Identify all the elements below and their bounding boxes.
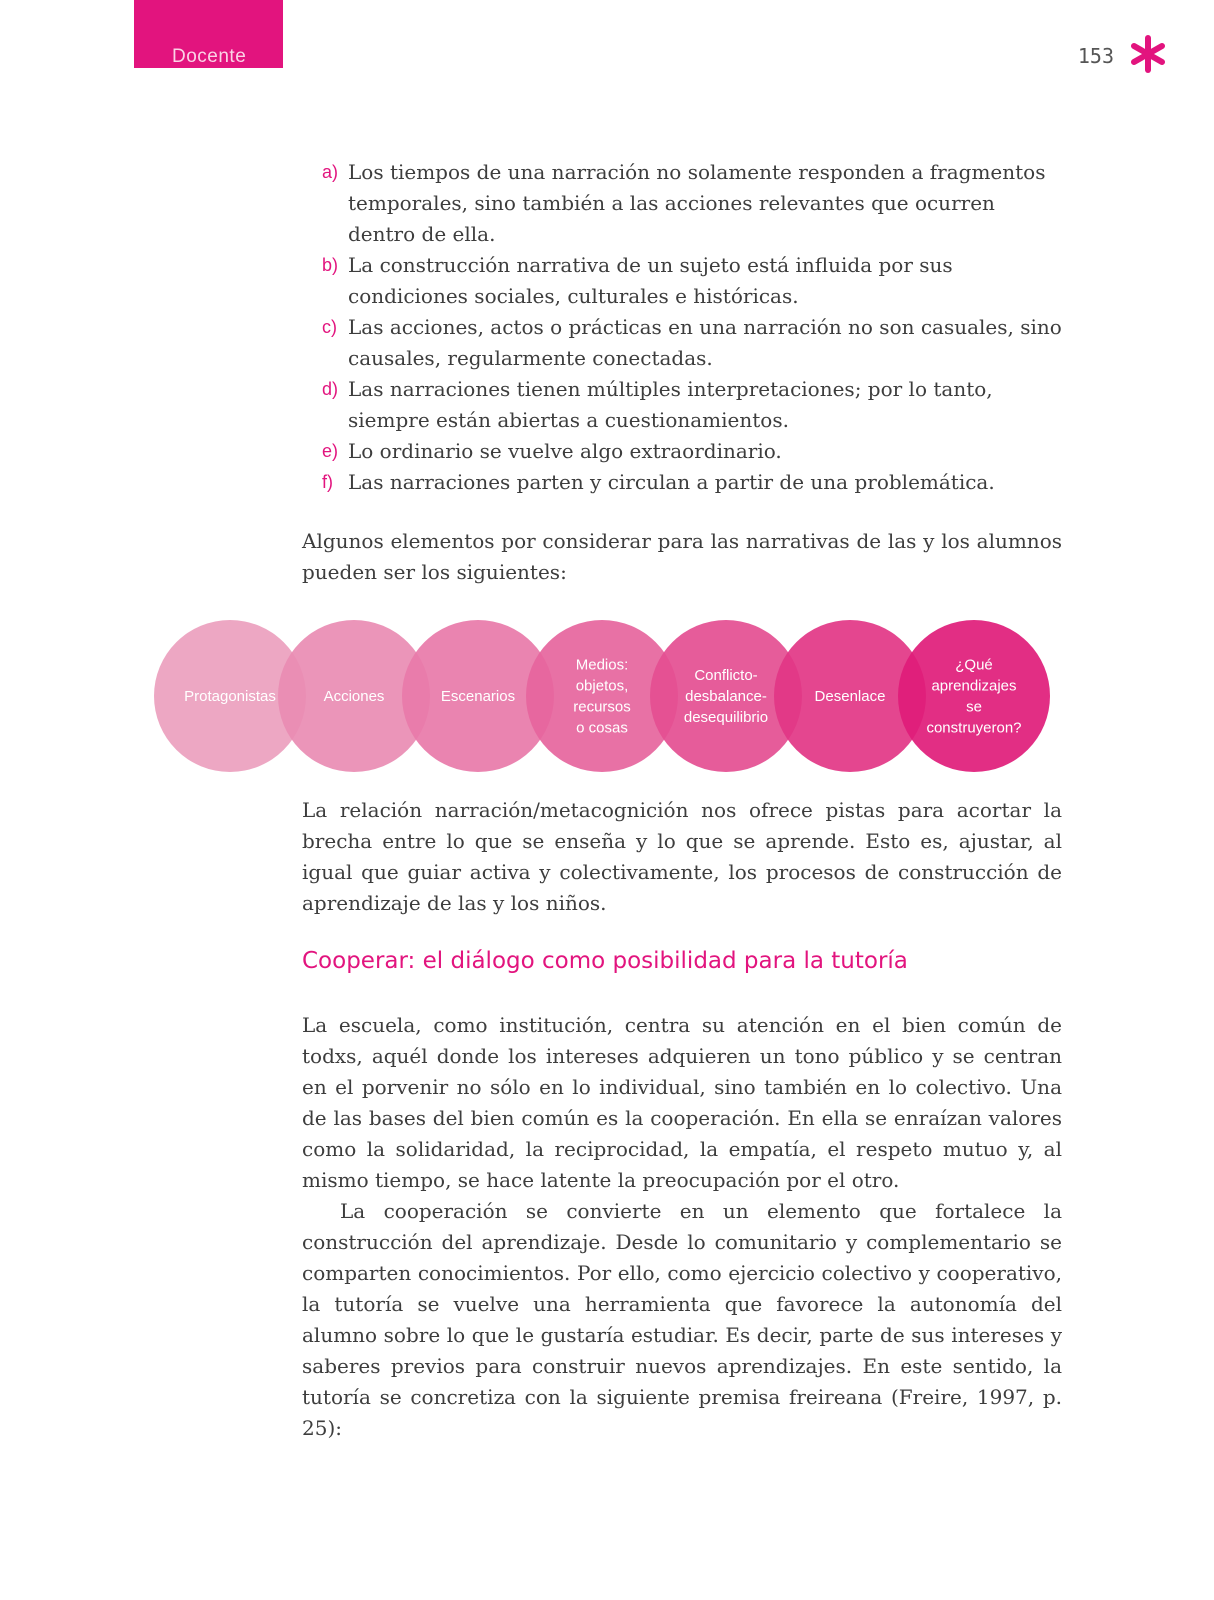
list-marker: f) [322,472,333,492]
section-heading: Cooperar: el diálogo como posibilidad para la tutoría [302,948,908,974]
section-tab-label: Docente [172,46,247,67]
list-text: La construcción narrativa de un sujeto está influida por sus condiciones sociales, culturales e históricas. [348,253,953,308]
diagram-circle-label: Acciones [323,688,385,705]
diagram-circle [898,620,1050,772]
list-item [322,312,1062,374]
list-marker: a) [322,162,339,182]
intro-paragraph: Algunos elementos por considerar para las narrativas de las y los alumnos pueden ser los siguientes: [302,529,1062,584]
diagram-circle-label: Escenarios [440,688,516,705]
list-item [322,374,1062,436]
diagram-circle-label: construyeron? [926,719,1022,737]
diagram-circle-label: ¿Qué [955,656,993,674]
section-tab [134,0,283,68]
diagram-circle-label: recursos [573,698,631,716]
diagram-circle-label: Desenlace [814,688,886,705]
diagram-circle-label: aprendizajes [931,677,1017,695]
diagram-circle-label: o cosas [576,719,628,737]
diagram-circle-label: desbalance- [685,688,767,705]
list-marker: d) [322,379,339,399]
list-item [322,436,1062,467]
diagram-circle-label: objetos, [575,677,629,695]
list-text: Las acciones, actos o prácticas en una narración no son casuales, sino causales, regularmente conectadas. [348,315,1062,370]
relation-paragraph: La relación narración/metacognición nos ofrece pistas para acortar la brecha entre lo que se enseña y lo que se aprende. Esto es, ajustar, al igual que guiar activa y colectivamente, los procesos de construcción de aprendizaje de las y los niños. [302,798,1062,915]
list-marker: b) [322,255,339,275]
list-item [322,467,1062,498]
diagram-circle-label: desequilibrio [683,709,769,726]
narrative-elements-diagram [0,620,1214,772]
points-list [322,157,1062,498]
diagram-circle-label: se [966,698,982,716]
list-text: Las narraciones parten y circulan a partir de una problemática. [348,470,995,494]
list-text: Lo ordinario se vuelve algo extraordinario. [348,439,782,463]
school-paragraph: La escuela, como institución, centra su atención en el bien común de todxs, aquél donde los intereses adquieren un tono público y se centran en el porvenir no sólo en lo individual, sino también en lo colectivo. Una de las bases del bien común es la cooperación. En ella se enraízan valores como la solidaridad, la reciprocidad, la empatía, el respeto mutuo y, al mismo tiempo, se hace latente la preocupación por el otro. [302,1013,1062,1192]
diagram-circle-label: Conflicto- [694,667,758,684]
list-marker: c) [322,317,337,337]
diagram-circle-label: Protagonistas [184,688,276,705]
diagram-circle-label: Medios: [575,656,629,674]
list-text: Los tiempos de una narración no solamente responden a fragmentos temporales, sino también a las acciones relevantes que ocurren dentro de ella. [348,160,1046,246]
asterisk-icon [1128,34,1168,74]
cooperation-paragraph: La cooperación se convierte en un elemento que fortalece la construcción del aprendizaje. Desde lo comunitario y complementario se comparten conocimientos. Por ello, como ejercicio colectivo y cooperativo, la tutoría se vuelve una herramienta que favorece la autonomía del alumno sobre lo que le gustaría estudiar. Es decir, parte de sus intereses y saberes previos para construir nuevos aprendizajes. En este sentido, la tutoría se concretiza con la siguiente premisa freireana (Freire, 1997, p. 25): [302,1199,1062,1440]
list-text: Las narraciones tienen múltiples interpretaciones; por lo tanto, siempre están abiertas a cuestionamientos. [348,377,993,432]
list-item [322,157,1062,250]
page-number: 153 [1077,44,1114,68]
list-marker: e) [322,441,339,461]
list-item [322,250,1062,312]
